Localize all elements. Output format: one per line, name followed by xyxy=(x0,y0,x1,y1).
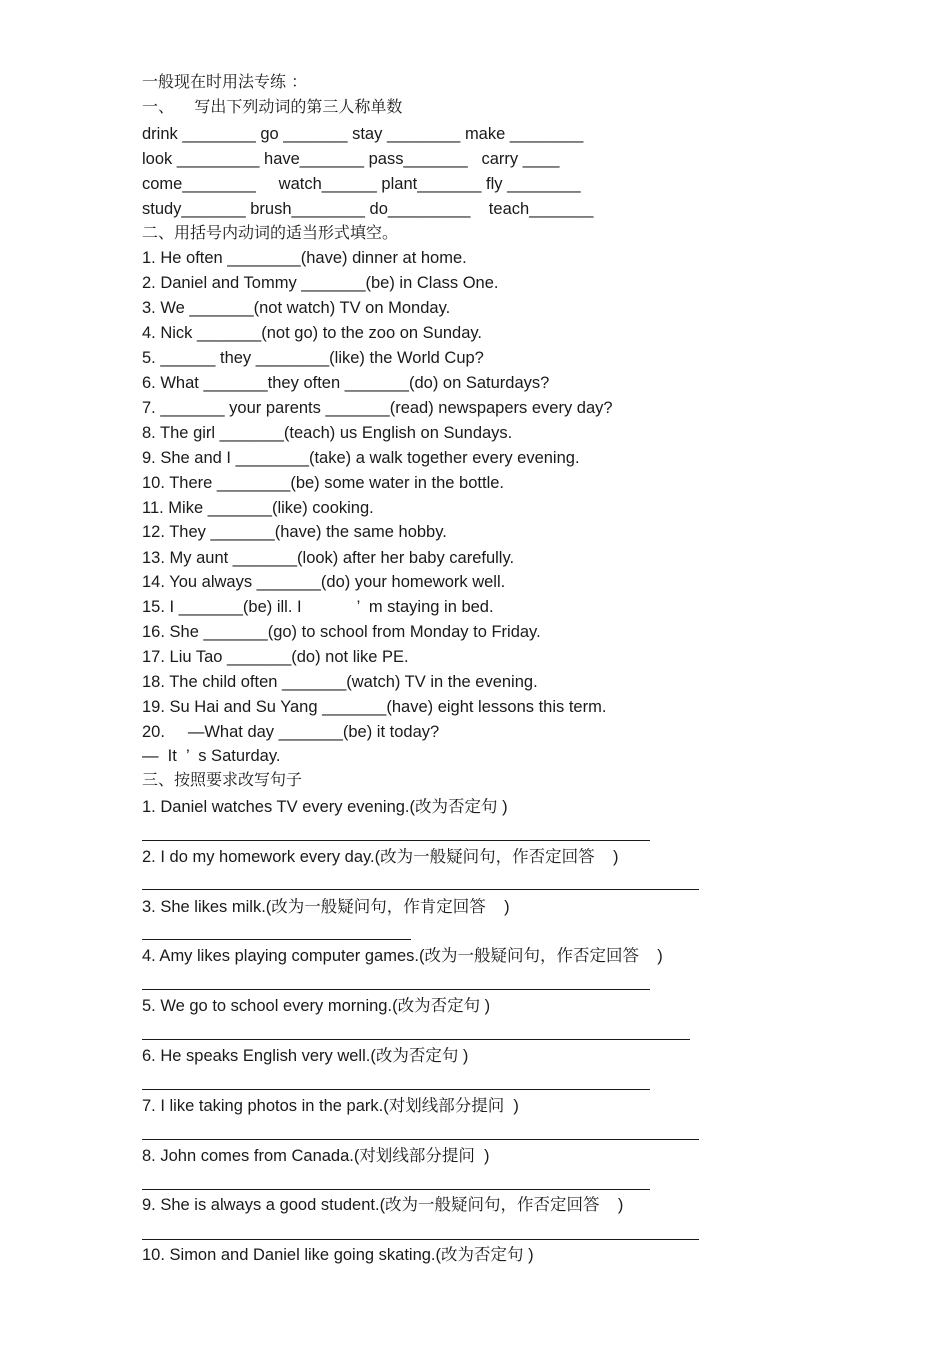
answer-line[interactable] xyxy=(142,1039,690,1040)
rewrite-item: 3. She likes milk.(改为一般疑问句，作肯定回答 ) xyxy=(142,898,510,916)
answer-line[interactable] xyxy=(142,1239,699,1240)
fill-blank-item: 15. I _______(be) ill. I ’ m staying in bed. xyxy=(142,598,494,616)
answer-line[interactable] xyxy=(142,989,650,990)
fill-blank-item: 8. The girl _______(teach) us English on Sundays. xyxy=(142,424,513,442)
fill-blank-item: 3. We _______(not watch) TV on Monday. xyxy=(142,299,451,317)
fill-blank-item: 12. They _______(have) the same hobby. xyxy=(142,523,447,541)
section3-heading: 三、按照要求改写句子 xyxy=(142,770,303,789)
rewrite-item: 6. He speaks English very well.(改为否定句 ) xyxy=(142,1047,469,1065)
answer-line[interactable] xyxy=(142,939,411,940)
verb-row: come________ watch______ plant_______ fly ________ xyxy=(142,175,581,193)
verb-row: study_______ brush________ do_________ teach_______ xyxy=(142,200,594,218)
fill-blank-item: 6. What _______they often _______(do) on Saturdays? xyxy=(142,374,550,392)
fill-blank-item: 16. She _______(go) to school from Monday to Friday. xyxy=(142,623,541,641)
answer-line[interactable] xyxy=(142,889,699,890)
fill-blank-item: 14. You always _______(do) your homework well. xyxy=(142,573,506,591)
fill-blank-item: 17. Liu Tao _______(do) not like PE. xyxy=(142,648,409,666)
fill-blank-item: 1. He often ________(have) dinner at home. xyxy=(142,249,467,267)
section2-heading: 二、用括号内动词的适当形式填空。 xyxy=(142,223,399,242)
section1-heading: 一、 写出下列动词的第三人称单数 xyxy=(142,97,403,116)
rewrite-item: 1. Daniel watches TV every evening.(改为否定句 ) xyxy=(142,798,508,816)
rewrite-item: 10. Simon and Daniel like going skating.(改为否定句 ) xyxy=(142,1246,534,1264)
fill-blank-item: 4. Nick _______(not go) to the zoo on Sunday. xyxy=(142,324,483,342)
fill-blank-item: 20. —What day _______(be) it today? xyxy=(142,723,440,741)
verb-row: look _________ have_______ pass_______ carry ____ xyxy=(142,150,560,168)
fill-blank-item: 19. Su Hai and Su Yang _______(have) eight lessons this term. xyxy=(142,698,607,716)
fill-blank-item: 11. Mike _______(like) cooking. xyxy=(142,499,374,517)
fill-blank-item: 5. ______ they ________(like) the World Cup? xyxy=(142,349,484,367)
rewrite-item: 4. Amy likes playing computer games.(改为一般疑问句，作否定回答 ) xyxy=(142,947,663,965)
fill-blank-item: 7. _______ your parents _______(read) newspapers every day? xyxy=(142,399,613,417)
rewrite-item: 5. We go to school every morning.(改为否定句 ) xyxy=(142,997,491,1015)
rewrite-item: 2. I do my homework every day.(改为一般疑问句，作否定回答 ) xyxy=(142,848,619,866)
answer-line[interactable] xyxy=(142,1189,650,1190)
fill-blank-item: 9. She and I ________(take) a walk together every evening. xyxy=(142,449,580,467)
fill-blank-item: 18. The child often _______(watch) TV in the evening. xyxy=(142,673,538,691)
rewrite-item: 8. John comes from Canada.(对划线部分提问 ) xyxy=(142,1147,490,1165)
fill-blank-item: 2. Daniel and Tommy _______(be) in Class One. xyxy=(142,274,499,292)
rewrite-item: 7. I like taking photos in the park.(对划线部分提问 ) xyxy=(142,1097,519,1115)
fill-blank-item: 13. My aunt _______(look) after her baby carefully. xyxy=(142,549,515,567)
fill-blank-answer: — It ’ s Saturday. xyxy=(142,747,281,765)
worksheet-title: 一般现在时用法专练 ： xyxy=(142,72,308,91)
fill-blank-item: 10. There ________(be) some water in the bottle. xyxy=(142,474,505,492)
verb-row: drink ________ go _______ stay ________ make ________ xyxy=(142,125,584,143)
answer-line[interactable] xyxy=(142,1089,650,1090)
answer-line[interactable] xyxy=(142,1139,699,1140)
rewrite-item: 9. She is always a good student.(改为一般疑问句，作否定回答 ) xyxy=(142,1196,624,1214)
answer-line[interactable] xyxy=(142,840,650,841)
